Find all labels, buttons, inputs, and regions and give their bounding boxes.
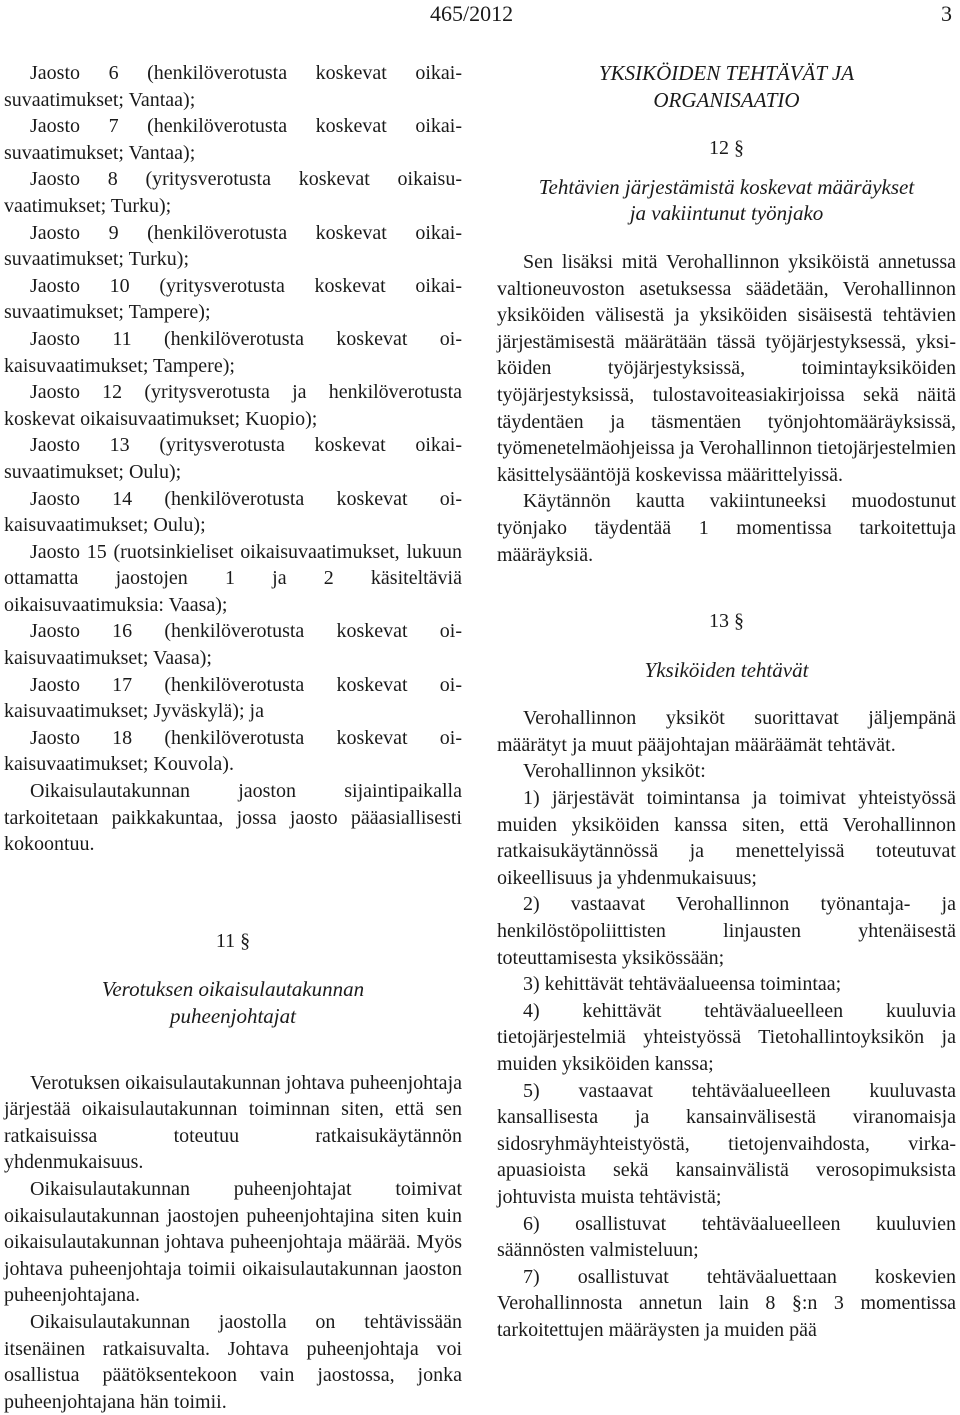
section-11-mark: 11 § xyxy=(215,929,251,952)
section-11-paragraph: Oikaisulautakunnan puheenjohtajat toimivat oikaisulautakunnan jaostojen puheenjohtajina siten kuin oikaisulautakunnan johtava puheenjohtaja määrää. Myös johtava puheenjohtaja toimii oikaisulautakunnan jaoston puheenjohtajana. xyxy=(4,1177,462,1307)
section-13-item: 5) vastaavat tehtäväalueelleen kuuluvasta kansallisesta ja kansainvälisestä viranomaisja sidosryhmäyhteistyöstä, tietojenvaihdosta, virka-apuasioista sekä kansainvälistä verosopimuksista johtuvista muista tehtävistä; xyxy=(497,1079,956,1208)
section-11-title-line1: Verotuksen oikaisulautakunnan xyxy=(101,977,365,1002)
section-13-item: 2) vastaavat Verohallinnon työnantaja- ja henkilöstöpoliittisten linjausten yhtenäisestä toteuttamisesta yksikössään; xyxy=(497,893,956,969)
list-item: Jaosto 12 (yritysverotusta ja henkilöverotusta koskevat oikaisuvaatimukset; Kuopio); xyxy=(4,381,462,430)
chapter-heading-line1: YKSIKÖIDEN TEHTÄVÄT JA xyxy=(598,61,855,85)
right-column xyxy=(497,60,956,1344)
list-item: Jaosto 17 (henkilöverotusta koskevat oikaisuvaatimukset; Jyväskylä); ja xyxy=(4,673,462,723)
section-12-mark: 12 § xyxy=(709,137,744,160)
section-13-paragraph: Verohallinnon yksiköt suorittavat jäljempänä määrätyt ja muut pääjohtajan määräämät tehtävät. xyxy=(497,707,956,756)
chapter-heading-line2: ORGANISAATIO xyxy=(653,87,800,112)
section-13-item: 4) kehittävät tehtäväalueelleen kuuluvia tietojärjestelmiä yhteistyössä Tietohallintoyksikön ja muiden yksiköiden kanssa; xyxy=(497,999,956,1075)
section-13-item: 7) osallistuvat tehtäväaluettaan koskevien Verohallinnosta annetun lain 8 §:n 3 momentissa tarkoitettujen määräysten ja muiden pää xyxy=(497,1265,956,1341)
list-item: Jaosto 7 (henkilöverotusta koskevat oikaisuvaatimukset; Vantaa); xyxy=(4,115,462,164)
list-item: Jaosto 16 (henkilöverotusta koskevat oikaisuvaatimukset; Vaasa); xyxy=(4,620,462,670)
section-13-title: Yksiköiden tehtävät xyxy=(644,657,809,682)
list-item: Jaosto 9 (henkilöverotusta koskevat oikaisuvaatimukset; Turku); xyxy=(4,221,462,271)
list-item: Jaosto 6 (henkilöverotusta koskevat oikaisuvaatimukset; Vantaa); xyxy=(4,62,462,111)
section-11-title-line2: puheenjohtajat xyxy=(170,1004,296,1028)
section-13-item: 6) osallistuvat tehtäväalueelleen kuuluvien säännösten valmisteluun; xyxy=(497,1212,956,1262)
list-item: Jaosto 13 (yritysverotusta koskevat oikaisuvaatimukset; Oulu); xyxy=(4,434,462,483)
left-column xyxy=(4,60,462,1415)
section-12-title-line1: Tehtävien järjestämistä koskevat määräykset xyxy=(538,174,915,199)
page-header xyxy=(0,0,960,30)
document-number: 465/2012 xyxy=(430,1,514,26)
section-13-paragraph: Verohallinnon yksiköt: xyxy=(523,760,706,783)
section-11-paragraph: Oikaisulautakunnan jaostolla on tehtävissään itsenäinen ratkaisuvalta. Johtava puheenjohtaja voi osallistua päätöksentekoon vain jaostossa, jonka puheenjohtajana hän toimii. xyxy=(4,1310,462,1413)
section-12-paragraph: Sen lisäksi mitä Verohallinnon yksiköistä annetussa valtioneuvoston asetuksessa säädetään, Verohallinnon yksiköiden välisestä ja yksiköiden sisäisestä tehtävien järjestämisestä määrätään tässä työjärjestyksessä, yksiköiden työjärjestyksissä, toimintayksiköiden työjärjestyksissä, tulostavoiteasiakirjoissa sekä näitä täydentäen ja täsmentäen työnjohtomääräyksissä, työmenetelmäohjeissa ja Verohallinnon tietojärjestelmien käsittelysääntöjä koskevissa määrittelyissä. xyxy=(497,250,956,486)
section-12-paragraph: Käytännön kautta vakiintuneeksi muodostunut työnjako täydentää 1 momentissa tarkoitettuja määräyksiä. xyxy=(497,490,956,566)
page-number: 3 xyxy=(941,1,952,26)
list-item: Jaosto 15 (ruotsinkieliset oikaisuvaatimukset, lukuun ottamatta jaostojen 1 ja 2 käsiteltäviä oikaisuvaatimuksia: Vaasa); xyxy=(4,540,462,616)
section-13-item: 1) järjestävät toimintansa ja toimivat yhteistyössä muiden yksiköiden kanssa siten, että Verohallinnon ratkaisukäytännössä ja menettelyissä toteutuvat oikeellisuus ja yhdenmukaisuus; xyxy=(497,787,956,889)
list-item: Jaosto 14 (henkilöverotusta koskevat oikaisuvaatimukset; Oulu); xyxy=(4,487,462,537)
section-13-item: 3) kehittävät tehtäväalueensa toimintaa; xyxy=(523,973,842,996)
section-13-mark: 13 § xyxy=(709,610,744,633)
section-12-title-line2: ja vakiintunut työnjako xyxy=(629,201,824,226)
list-item: Jaosto 8 (yritysverotusta koskevat oikaisuvaatimukset; Turku); xyxy=(4,168,462,217)
list-item: Jaosto 11 (henkilöverotusta koskevat oikaisuvaatimukset; Tampere); xyxy=(4,327,462,377)
section-11-paragraph: Verotuksen oikaisulautakunnan johtava puheenjohtaja järjestää oikaisulautakunnan toiminnan siten, että sen ratkaisuissa toteutuu ratkaisukäytännön yhdenmukaisuus. xyxy=(4,1071,462,1174)
list-item: Jaosto 18 (henkilöverotusta koskevat oikaisuvaatimukset; Kouvola). xyxy=(4,726,462,776)
closing-paragraph: Oikaisulautakunnan jaoston sijaintipaikalla tarkoitetaan paikkakuntaa, jossa jaosto pääasiallisesti kokoontuu. xyxy=(4,780,462,856)
list-item: Jaosto 10 (yritysverotusta koskevat oikaisuvaatimukset; Tampere); xyxy=(4,274,462,324)
